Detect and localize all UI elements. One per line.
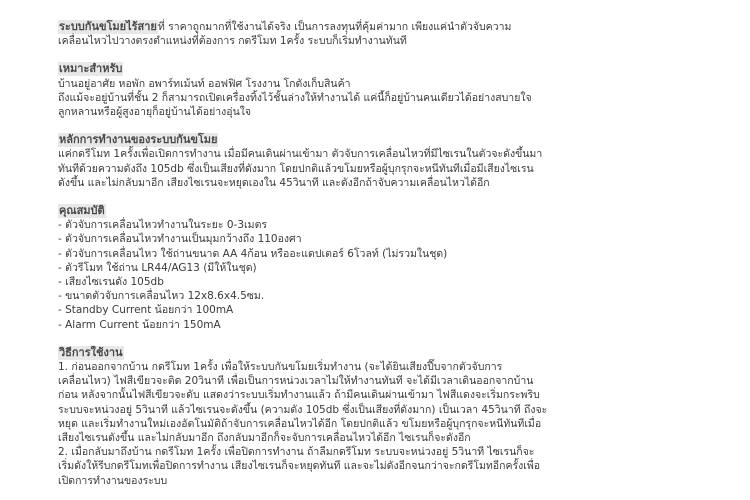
- usage-line: เปิดการทำงานของระบบ: [58, 474, 168, 487]
- intro-first-line: [58, 20, 750, 34]
- spec-item: - Alarm Current น้อยกว่า 150mA: [58, 318, 221, 331]
- usage-line: 2. เมื่อกลับมาถึงบ้าน กดรีโมท 1ครั้ง เพื่อปิดการทำงาน ถ้าลืมกดรีโมท ระบบจะหน่วงอยู่ 5วินาที ไซเรนก็จะ: [58, 446, 535, 459]
- principle-heading: หลักการทำงานของระบบกันขโมย: [59, 133, 218, 147]
- suitable-line: ถึงแม้จะอยู่บ้านที่ชั้น 2 ก็สามารถเปิดเครื่องทิ้งไว้ชั้นล่างให้ทำงานได้ แค่นี้ก็อยู่บ้านคนเดียวได้อย่างสบายใจ: [58, 91, 532, 104]
- specs-heading: คุณสมบัติ: [59, 204, 105, 218]
- usage-line: เคลื่อนไหว) ไฟสีเขียวจะติด 20วินาที เพื่อเป็นการหน่วงเวลาไม่ให้ทำงานทันที จะได้มีเวลาเดินออกจากบ้าน: [58, 375, 534, 388]
- suitable-heading: เหมาะสำหรับ: [59, 62, 123, 76]
- usage-heading: วิธีการใช้งาน: [59, 345, 123, 359]
- principle-line: ดังขึ้น และไม่กลับมาอีก เสียงไซเรนจะหยุดเองใน 45วินาที และดังอีกถ้าจับความเคลื่อนไหวได้อีก: [58, 176, 490, 189]
- intro-heading: ระบบกันขโมยไร้สาย: [59, 20, 157, 33]
- usage-line: เสียงไซเรนดังขึ้น และไม่กลับมาอีก ถึงกลับมาอีกก็จะจับการเคลื่อนไหวได้อีก ไซเรนก็จะดังอีก: [58, 432, 471, 445]
- suitable-line: ลูกหลานหรือผู้สูงอายุก็อยู่บ้านได้อย่างอุ่นใจ: [58, 106, 252, 119]
- specs-section: [58, 204, 750, 332]
- spec-item: - ตัวจับการเคลื่อนไหว ใช้ถ่านขนาด AA 4ก้อน หรืออะแดปเตอร์ 6โวลท์ (ไม่รวมในชุด): [58, 247, 448, 260]
- usage-line: หยุด และเริ่มทำงานใหม่เองอัตโนมัติถ้าจับการเคลื่อนไหวได้อีก โดยปกติแล้ว ขโมยหรือผู้บุกรุกจะหนีทันทีเมื่อ: [58, 417, 542, 430]
- principle-section: [58, 133, 750, 190]
- intro-section: [58, 20, 750, 48]
- intro-first-line-text: ที่ ราคาถูกมากที่ใช้งานได้จริง เป็นการลงทุนที่คุ้มค่ามาก เพียงแค่นำตัวจับความ: [157, 21, 512, 33]
- usage-line: 1. ก่อนออกจากบ้าน กดรีโมท 1ครั้ง เพื่อให้ระบบกันขโมยเริ่มทำงาน (จะได้ยินเสียงปี๊บจากตัวจับการ: [58, 361, 503, 374]
- usage-line: ก่อน หลังจากนั้นไฟสีเขียวจะดับ แสดงว่าระบบเริ่มทำงานแล้ว ถ้ามีคนเดินผ่านเข้ามา ไฟสีแดงจะเริ่มกระพริบ: [58, 389, 540, 402]
- spec-item: - ขนาดตัวจับการเคลื่อนไหว 12x8.6x4.5ซม.: [58, 290, 265, 303]
- spec-item: - ตัวรีโมท ใช้ถ่าน LR44/AG13 (มีให้ในชุด): [58, 261, 257, 274]
- principle-line: แค่กดรีโมท 1ครั้งเพื่อเปิดการทำงาน เมื่อมีคนเดินผ่านเข้ามา ตัวจับการเคลื่อนไหวที่มีไซเรนในตัวจะดังขึ้นมา: [58, 148, 543, 161]
- suitable-section: [58, 62, 750, 119]
- intro-line: เคลื่อนไหวไปวางตรงตำแหน่งที่ต้องการ กดรีโมท 1ครั้ง ระบบก็เริ่มทำงานทันที: [58, 35, 407, 48]
- usage-section: [58, 346, 750, 488]
- suitable-line: บ้านอยู่อาศัย หอพัก อพาร์ทเม้นท์ ออฟฟิศ โรงงาน โกดังเก็บสินค้า: [58, 77, 351, 90]
- usage-line: เริ่มดังให้รีบกดรีโมทเพื่อปิดการทำงาน เสียงไซเรนก็จะหยุดทันที และจะไม่ดังอีกจนกว่าจะกดรีโมทอีกครั้งเพื่อ: [58, 460, 541, 473]
- spec-item: - Standby Current น้อยกว่า 100mA: [58, 304, 234, 317]
- usage-line: ระบบจะหน่วงอยู่ 5วินาที แล้วไซเรนจะดังขึ้น (ความดัง 105db ซึ่งเป็นเสียงที่ดังมาก) เป็นเวลา 45วินาที ถึงจะ: [58, 403, 548, 416]
- spec-item: - ตัวจับการเคลื่อนไหวทำงานเป็นมุมกว้างถึง 110องศา: [58, 233, 302, 246]
- principle-line: ทันทีด้วยความดังถึง 105db ซึ่งเป็นเสียงที่ดังมาก โดยปกติแล้วขโมยหรือผู้บุกรุกจะหนีทันทีเมื่อมีเสียงไซเรน: [58, 162, 534, 175]
- spec-item: - ตัวจับการเคลื่อนไหวทำงานในระยะ 0-3เมตร: [58, 219, 268, 232]
- spec-item: - เสียงไซเรนดัง 105db: [58, 276, 164, 289]
